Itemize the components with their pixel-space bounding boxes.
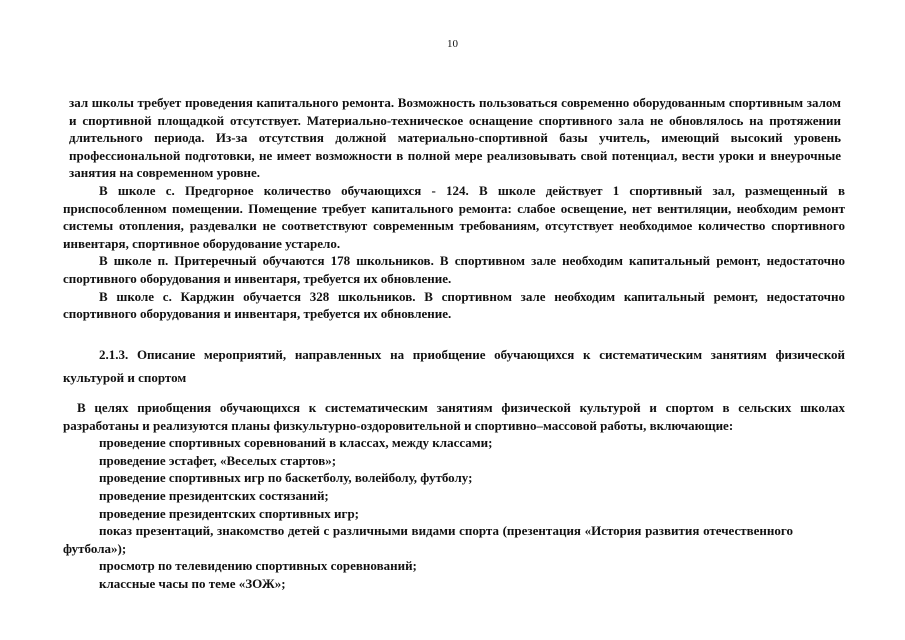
page-number: 10 — [447, 38, 458, 50]
text-block-activities — [63, 399, 845, 593]
list-item: просмотр по телевидению спортивных соревнований; — [99, 558, 417, 574]
list-item: показ презентаций, знакомство детей с различными видами спорта (презентация «История развития отечественного футбола»); — [63, 523, 793, 556]
list-item: проведение президентских спортивных игр; — [99, 505, 360, 521]
list-item: проведение президентских состязаний; — [99, 487, 329, 503]
activities-list — [63, 434, 845, 592]
paragraph-activities-intro: В целях приобщения обучающихся к систематическим занятиям физической культурой и спортом в сельских школах разработаны и реализуются планы физкультурно-оздоровительной и спортивно–массовой работы, включающие: — [63, 400, 845, 433]
paragraph-gym-repair: зал школы требует проведения капитального ремонта. Возможность пользоваться современно оборудованным спортивным залом и спортивной площадкой отсутствует. Материально-техническое оснащение спортивного зала не обновлялось на протяжении длительного периода. Из-за отсутствия должной материально-спортивной базы учитель, имеющий высокий уровень профессиональной подготовки, не имеет возможности в полной мере реализовывать свой потенциал, вести уроки и внеурочные занятия на современном уровне. — [69, 95, 841, 181]
paragraph-school-pritterechny: В школе п. Притеречный обучаются 178 школьников. В спортивном зале необходим капитальный ремонт, недостаточно спортивного оборудования и инвентаря, требуется их обновление. — [63, 253, 845, 286]
paragraph-school-kardzhin: В школе с. Карджин обучается 328 школьников. В спортивном зале необходим капитальный ремонт, недостаточно спортивного оборудования и инвентаря, требуется их обновление. — [63, 288, 845, 322]
section-heading: 2.1.3. Описание мероприятий, направленных на приобщение обучающихся к систематическим занятиям физической культурой и спортом — [63, 347, 845, 385]
list-item: классные часы по теме «ЗОЖ»; — [99, 575, 286, 591]
list-item: проведение эстафет, «Веселых стартов»; — [99, 452, 337, 468]
text-block-school-facilities — [63, 94, 845, 323]
list-item: проведение спортивных игр по баскетболу, волейболу, футболу; — [99, 470, 473, 486]
list-item: проведение спортивных соревнований в классах, между классами; — [99, 435, 493, 451]
paragraph-school-predgornoe: В школе с. Предгорное количество обучающихся - 124. В школе действует 1 спортивный зал, размещенный в приспособленном помещении. Помещение требует капитального ремонта: слабое освещение, нет вентиляции, необходим ремонт системы отопления, раздевалки не соответствуют современным требованиям, отсутствует необходимое количество спортивного инвентаря, спортивное оборудование устарело. — [63, 182, 845, 251]
